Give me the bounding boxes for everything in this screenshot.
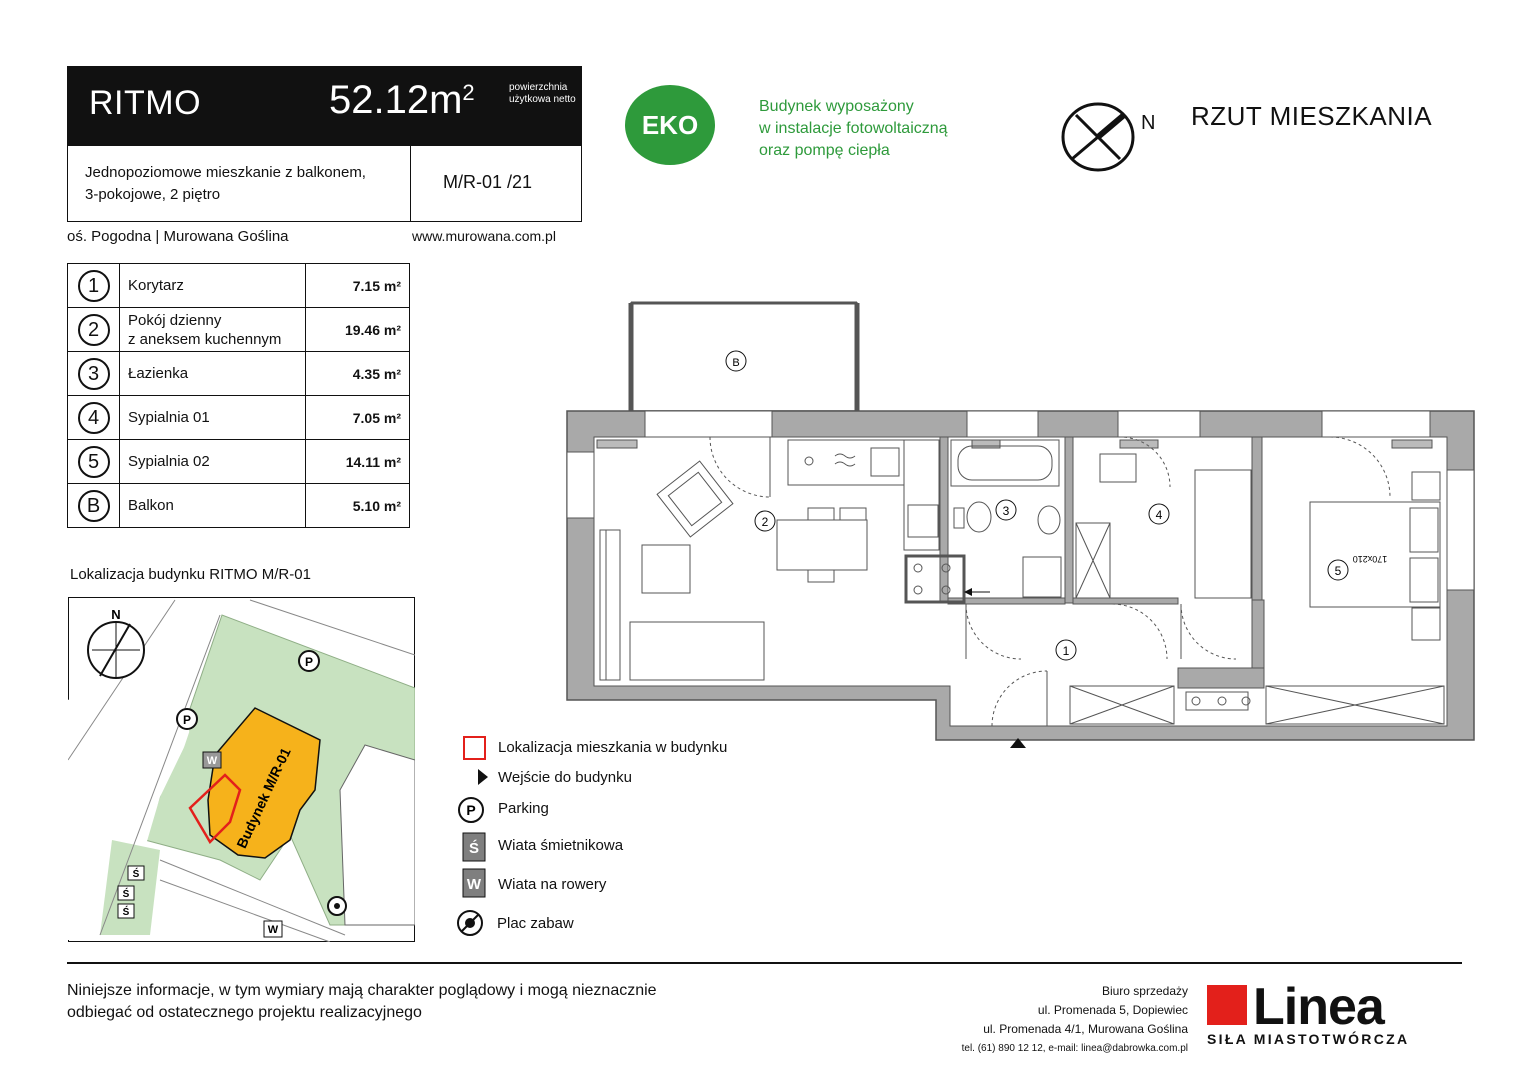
legend-label: Parking	[498, 800, 549, 817]
playground-icon	[456, 909, 484, 937]
legend-label: Wejście do budynku	[498, 769, 632, 786]
room-table	[67, 263, 410, 528]
building-label: Budynek M/R-01	[233, 745, 294, 851]
map-parking-icon-2: P	[182, 713, 192, 727]
room-name: Balkon	[120, 484, 306, 528]
sales-office: Biuro sprzedaży ul. Promenada 5, Dopiewiec ul. Promenada 4/1, Murowana Goślina tel. (61) 890 12 12, e-mail: linea@dabrowka.com.pl	[961, 984, 1188, 1054]
location-name: oś. Pogodna | Murowana Goślina	[67, 228, 289, 245]
legend-label: Wiata śmietnikowa	[498, 837, 624, 854]
room-label-4: 4	[1155, 508, 1163, 522]
plan-title: RZUT MIESZKANIA	[1191, 101, 1433, 131]
table-row	[68, 264, 410, 308]
room-number: 5	[78, 446, 110, 478]
bed-size-label: 170x210	[1352, 554, 1388, 564]
room-number: 4	[78, 402, 110, 434]
header-bar	[67, 66, 582, 146]
svg-text:W: W	[466, 876, 482, 893]
room-number: 2	[78, 314, 110, 346]
location-title: Lokalizacja budynku RITMO M/R-01	[70, 566, 311, 583]
map-bike-icon-2: W	[267, 924, 279, 936]
map-waste-icon: Ś	[132, 869, 140, 880]
linea-logo	[1207, 983, 1463, 1027]
room-name: Sypialnia 01	[120, 396, 306, 440]
room-name: Łazienka	[120, 352, 306, 396]
table-row	[68, 396, 410, 440]
brand-slogan: SIŁA MIASTOTWÓRCZA	[1207, 1031, 1410, 1047]
area-note: powierzchnia użytkowa netto	[509, 82, 576, 105]
room-area: 19.46 m²	[306, 308, 410, 352]
table-row	[68, 308, 410, 352]
bike-shelter-icon	[462, 868, 486, 898]
room-number: B	[78, 490, 110, 522]
table-row	[68, 440, 410, 484]
eko-badge: EKO	[625, 85, 715, 165]
website-link[interactable]: www.murowana.com.pl	[412, 228, 556, 244]
header-divider	[410, 146, 411, 222]
apartment-description: Jednopoziomowe mieszkanie z balkonem,	[85, 164, 366, 181]
parking-icon	[457, 796, 485, 824]
room-label-b: B	[732, 357, 740, 369]
waste-icon	[462, 832, 486, 862]
apartment-area: $52.12m^2$	[329, 78, 475, 122]
room-label-3: 3	[1002, 504, 1010, 518]
footer-divider	[67, 962, 1462, 964]
legend-label: Lokalizacja mieszkania w budynku	[498, 739, 728, 756]
room-area: 7.05 m²	[306, 396, 410, 440]
legend-label: Wiata na rowery	[498, 876, 607, 893]
room-name: Sypialnia 02	[120, 440, 306, 484]
apartment-code: M/R-01 /21	[443, 172, 533, 192]
apartment-description-2: 3-pokojowe, 2 piętro	[85, 186, 221, 203]
room-number: 1	[78, 270, 110, 302]
map-waste-icon-3: Ś	[122, 907, 130, 918]
disclaimer: Niniejsze informacje, w tym wymiary mają charakter poglądowy i mogą nieznacznie odbiegać od ostatecznego projektu realizacyjnego	[67, 982, 657, 1021]
table-row	[68, 352, 410, 396]
room-label-2: 2	[761, 515, 769, 529]
room-area: 14.11 m²	[306, 440, 410, 484]
room-name: Pokój dzienny z aneksem kuchennym	[120, 308, 306, 352]
location-map	[68, 597, 415, 942]
legend-label: Plac zabaw	[497, 915, 574, 932]
room-label-5: 5	[1334, 564, 1342, 578]
svg-text:N: N	[111, 607, 121, 622]
room-area: 7.15 m²	[306, 264, 410, 308]
floor-plan	[560, 298, 1480, 758]
svg-text:Linea: Linea	[1253, 983, 1384, 1027]
building-name: RITMO	[89, 84, 202, 122]
table-row	[68, 484, 410, 528]
compass-icon	[1058, 101, 1138, 173]
room-area: 5.10 m²	[306, 484, 410, 528]
svg-text:P: P	[466, 802, 476, 818]
map-parking-icon: P	[304, 655, 314, 669]
entrance-arrow-icon	[476, 768, 490, 786]
map-waste-icon-2: Ś	[122, 889, 130, 900]
room-area: 4.35 m²	[306, 352, 410, 396]
red-square-icon	[463, 736, 487, 760]
room-name: Korytarz	[120, 264, 306, 308]
svg-text:Ś: Ś	[468, 840, 480, 857]
eko-description: Budynek wyposażony w instalacje fotowoltaiczną oraz pompę ciepła	[759, 98, 948, 159]
map-bike-icon: W	[206, 755, 218, 767]
room-number: 3	[78, 358, 110, 390]
room-label-1: 1	[1062, 644, 1070, 658]
north-label: N	[1141, 112, 1156, 134]
